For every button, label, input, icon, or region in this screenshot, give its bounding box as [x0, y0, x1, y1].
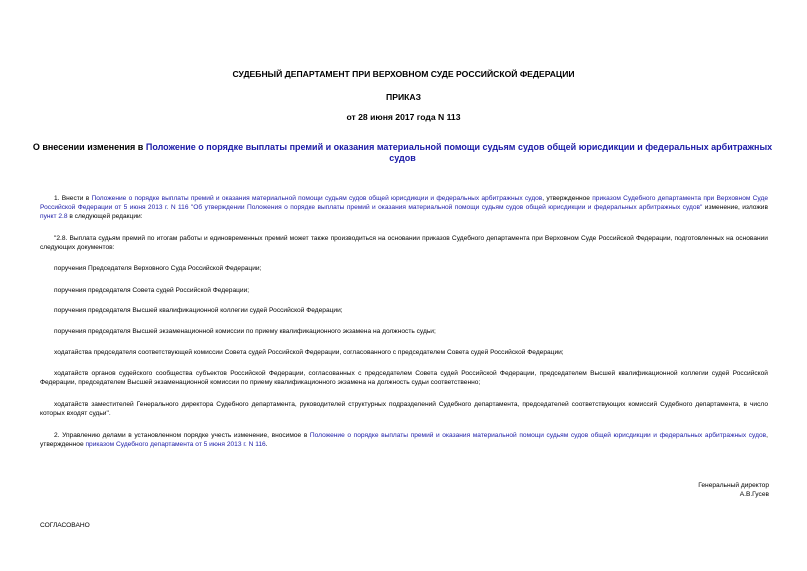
p3-text-1: 2. Управлению делами в установленном порядке учесть изменение, вносимое в: [54, 432, 310, 439]
list-item: ходатайств органов судейского сообщества субъектов Российской Федерации, согласованных с председателем Совета судей Российской Федерации, председателем Высшей квалификационной коллегии судей Российской Федерации, председателем Высшей экзаменационной комиссии по приему квалификационного экзамена на должность судьи соответственно;: [40, 370, 768, 386]
document-title: [30, 142, 775, 164]
department-heading: СУДЕБНЫЙ ДЕПАРТАМЕНТ ПРИ ВЕРХОВНОМ СУДЕ РОССИЙСКОЙ ФЕДЕРАЦИИ: [232, 69, 575, 79]
list-item: поручения председателя Совета судей Российской Федерации;: [54, 287, 250, 294]
list-item: ходатайств заместителей Генерального директора Судебного департамента, руководителей структурных подразделений Судебного департамента, председателей соответствующих комиссий Судебного департамента, в число которых входят судьи".: [40, 401, 768, 417]
document-type: ПРИКАЗ: [386, 92, 421, 102]
list-item: поручения Председателя Верховного Суда Российской Федерации;: [54, 265, 262, 272]
agreed-label: СОГЛАСОВАНО: [40, 522, 90, 529]
p3-text-2: , утвержденное: [40, 432, 768, 448]
list-item: поручения председателя Высшей экзаменационной комиссии по приему квалификационного экзамена на должность судьи;: [54, 328, 436, 335]
title-prefix: О внесении изменения в: [32, 142, 146, 152]
signature-block: [698, 481, 769, 499]
p1-order-link[interactable]: приказом Судебного департамента при Верховном Суде Российской Федерации от 5 июня 2013 г. N 116 "Об утверждении Положения о порядке выплаты премий и оказания материальной помощи судьям судов общей юрисдикции и федеральных арбитражных судов": [40, 195, 768, 211]
p1-regulation-link[interactable]: Положение о порядке выплаты премий и оказания материальной помощи судьям судов общей юрисдикции и федеральных арбитражных судов: [91, 195, 543, 202]
p3-text-3: .: [265, 441, 268, 448]
p3-regulation-link[interactable]: Положение о порядке выплаты премий и оказания материальной помощи судьям судов общей юрисдикции и федеральных арбитражных судов: [309, 432, 767, 439]
paragraph-3: [40, 431, 768, 449]
p3-order-link[interactable]: приказом Судебного департамента от 5 июня 2013 г. N 116: [85, 441, 266, 448]
p1-clause-link[interactable]: пункт 2.8: [40, 213, 68, 220]
p1-text-1: 1. Внести в: [54, 195, 92, 202]
document-date-number: от 28 июня 2017 года N 113: [346, 112, 461, 122]
list-item: ходатайства председателя соответствующей комиссии Совета судей Российской Федерации, согласованного с председателем Совета судей Российской Федерации;: [54, 349, 564, 356]
list-item: поручения председателя Высшей квалификационной коллегии судей Российской Федерации;: [54, 307, 343, 314]
paragraph-2: "2.8. Выплата судьям премий по итогам работы и единовременных премий может также производиться на основании приказов Судебного департамента при Верховном Суде Российской Федерации, подготовленных на основании следующих документов:: [40, 235, 768, 251]
p1-text-2: , утвержденное: [542, 195, 593, 202]
signatory-name: А.В.Гусев: [739, 491, 769, 498]
title-link[interactable]: Положение о порядке выплаты премий и оказания материальной помощи судьям судов общей юрисдикции и федеральных арбитражных судов: [145, 142, 773, 163]
p1-text-4: в следующей редакции:: [67, 213, 143, 220]
signatory-position: Генеральный директор: [698, 482, 769, 489]
p1-text-3: изменение, изложив: [702, 204, 768, 211]
paragraph-1: [40, 194, 768, 221]
